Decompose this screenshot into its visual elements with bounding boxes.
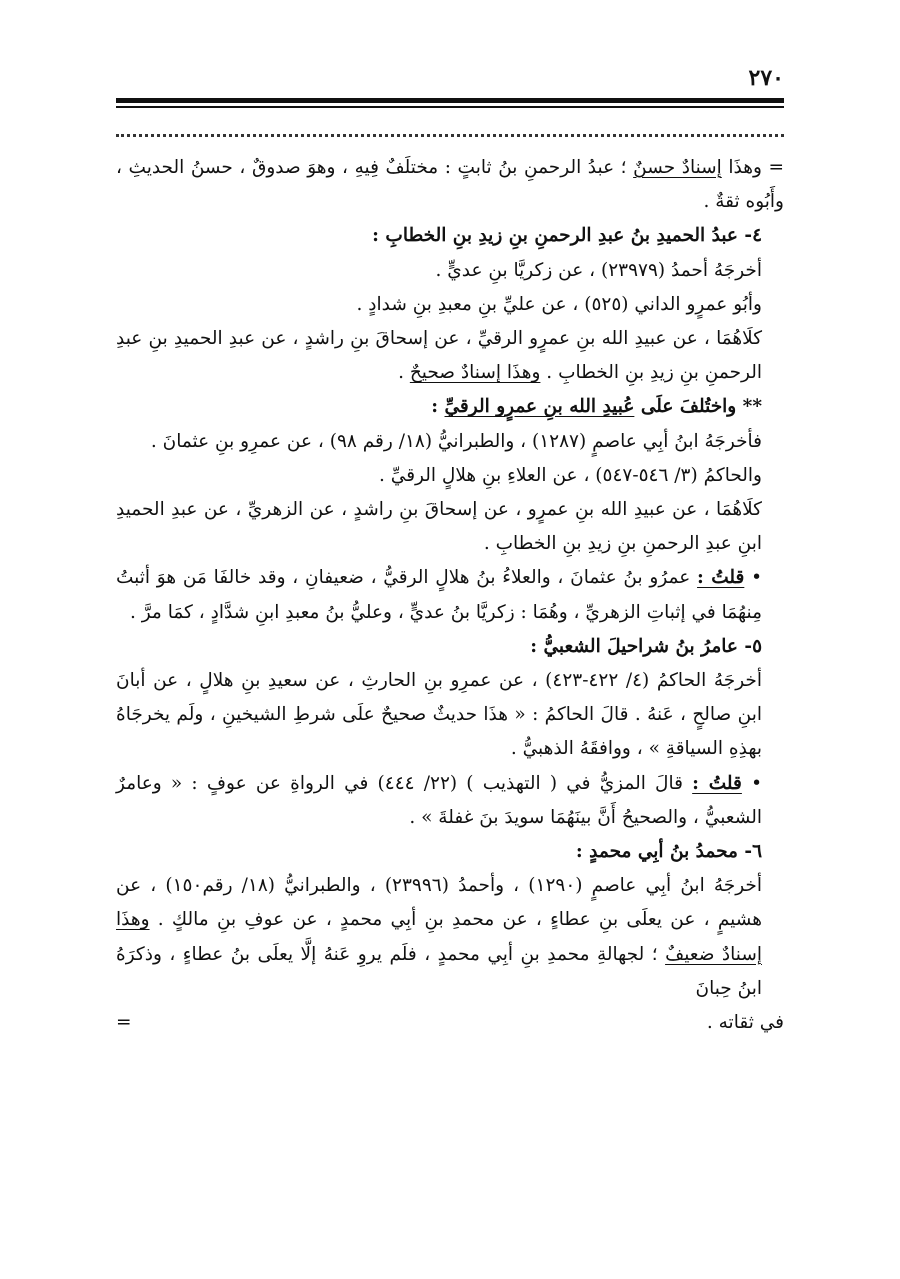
paragraph-kilahuma-1: كلَاهُمَا ، عن عبيدِ الله بنِ عمرٍو الرقيِّ ، عن إسحاقَ بنِ راشدٍ ، عن عبدِ الحميدِ بنِ عبدِ الرحمنِ بنِ زيدِ بنِ الخطابِ . وهذَا إسنادٌ صحيحٌ . — [116, 328, 762, 384]
paragraph-abu-amr: وأبُو عمرٍو الداني (٥٢٥) ، عن عليِّ بنِ معبدِ بنِ شدادٍ . — [356, 293, 762, 315]
paragraph-ahmad: أخرجَهُ أحمدُ (٢٣٩٧٩) ، عن زكريَّا بنِ عديٍّ . — [435, 259, 762, 281]
book-page — [116, 62, 784, 1040]
continuation-mark: = — [116, 1012, 132, 1034]
footnote-separator — [116, 134, 784, 137]
paragraph-hakim-2: أخرجَهُ الحاكمُ (٤/ ٤٢٢-٤٢٣) ، عن عمرِو بنِ الحارثِ ، عن سعيدِ بنِ هلالٍ ، عن أبانَ ابنِ صالحٍ ، عَنهُ . قالَ الحاكمُ : « هذَا حديثٌ صحيحٌ علَى شرطِ الشيخينِ ، ولَم يخرجَاهُ بهذِهِ السياقةِ » ، ووافقَهُ الذهبيُّ . — [116, 670, 762, 760]
header-rule-thick — [116, 98, 784, 103]
paragraph-qultu-1: • قلتُ : عمرُو بنُ عثمانَ ، والعلاءُ بنُ هلالٍ الرقيُّ ، ضعيفانِ ، وقد خالفَا مَن هوَ أثبتُ مِنهُمَا في إثباتِ الزهريِّ ، وهُمَا : زكريَّا بنُ عديٍّ ، وعليُّ بنُ معبدِ ابنِ شدَّادٍ ، كمَا مرَّ . — [116, 567, 762, 623]
paragraph-qultu-2: • قلتُ : قالَ المزيُّ في ( التهذيب ) (٢٢/ ٤٤٤) في الرواةِ عن عوفٍ : « وعامرٌ الشعبيُّ ، والصحيحُ أَنَّ بينَهُمَا سويدَ بنَ غفلةَ » . — [116, 772, 762, 828]
header-rule-thin — [116, 106, 784, 108]
ikhtilaf-heading: ** واختُلفَ علَى عُبيدِ الله بنِ عمرٍو الرقيِّ : — [431, 396, 762, 418]
paragraph-thiqat: في ثقاته . — [706, 1012, 784, 1034]
last-line — [116, 1006, 784, 1040]
section-heading-5: ٥- عامرُ بنُ شراحيلَ الشعبيُّ : — [530, 635, 762, 657]
paragraph-ibn-abi-asim-2: أخرجَهُ ابنُ أبِي عاصمٍ (١٢٩٠) ، وأحمدُ (٢٣٩٩٦) ، والطبرانيُّ (١٨/ رقم١٥٠) ، عن هشيمٍ ، عن يعلَى بنِ عطاءٍ ، عن محمدِ بنِ أبِي محمدٍ ، عن عوفِ بنِ مالكٍ . وهذَا إسنادٌ ضعيفٌ ؛ لجهالةِ محمدِ بنِ أبِي محمدٍ ، فلَم يروِ عَنهُ إلَّا يعلَى بنُ عطاءٍ ، وذكرَهُ ابنُ حِبانَ — [116, 875, 763, 999]
footnote-text — [116, 151, 784, 1040]
paragraph-hasan-isnad: = وهذَا إسنادٌ حسنٌ ؛ عبدُ الرحمنِ بنُ ثابتٍ : مختلَفٌ فِيهِ ، وهوَ صدوقٌ ، حسنُ الحديثِ ، وأَبُوه ثقةٌ . — [116, 157, 784, 213]
page-number: ٢٧٠ — [748, 65, 784, 91]
section-heading-4: ٤- عبدُ الحميدِ بنُ عبدِ الرحمنِ بنِ زيدِ بنِ الخطابِ : — [372, 225, 762, 247]
paragraph-hakim: والحاكمُ (٣/ ٥٤٦-٥٤٧) ، عن العلاءِ بنِ هلالٍ الرقيِّ . — [379, 464, 762, 486]
paragraph-kilahuma-2: كلَاهُمَا ، عن عبيدِ الله بنِ عمرٍو ، عن إسحاقَ بنِ راشدٍ ، عن الزهريِّ ، عن عبدِ الحميدِ ابنِ عبدِ الرحمنِ بنِ زيدِ بنِ الخطابِ . — [116, 499, 762, 555]
paragraph-ibn-abi-asim: فأخرجَهُ ابنُ أبِي عاصمٍ (١٢٨٧) ، والطبرانيُّ (١٨/ رقم ٩٨) ، عن عمرِو بنِ عثمانَ . — [150, 430, 762, 452]
section-heading-6: ٦- محمدُ بنُ أبِي محمدٍ : — [575, 841, 762, 863]
